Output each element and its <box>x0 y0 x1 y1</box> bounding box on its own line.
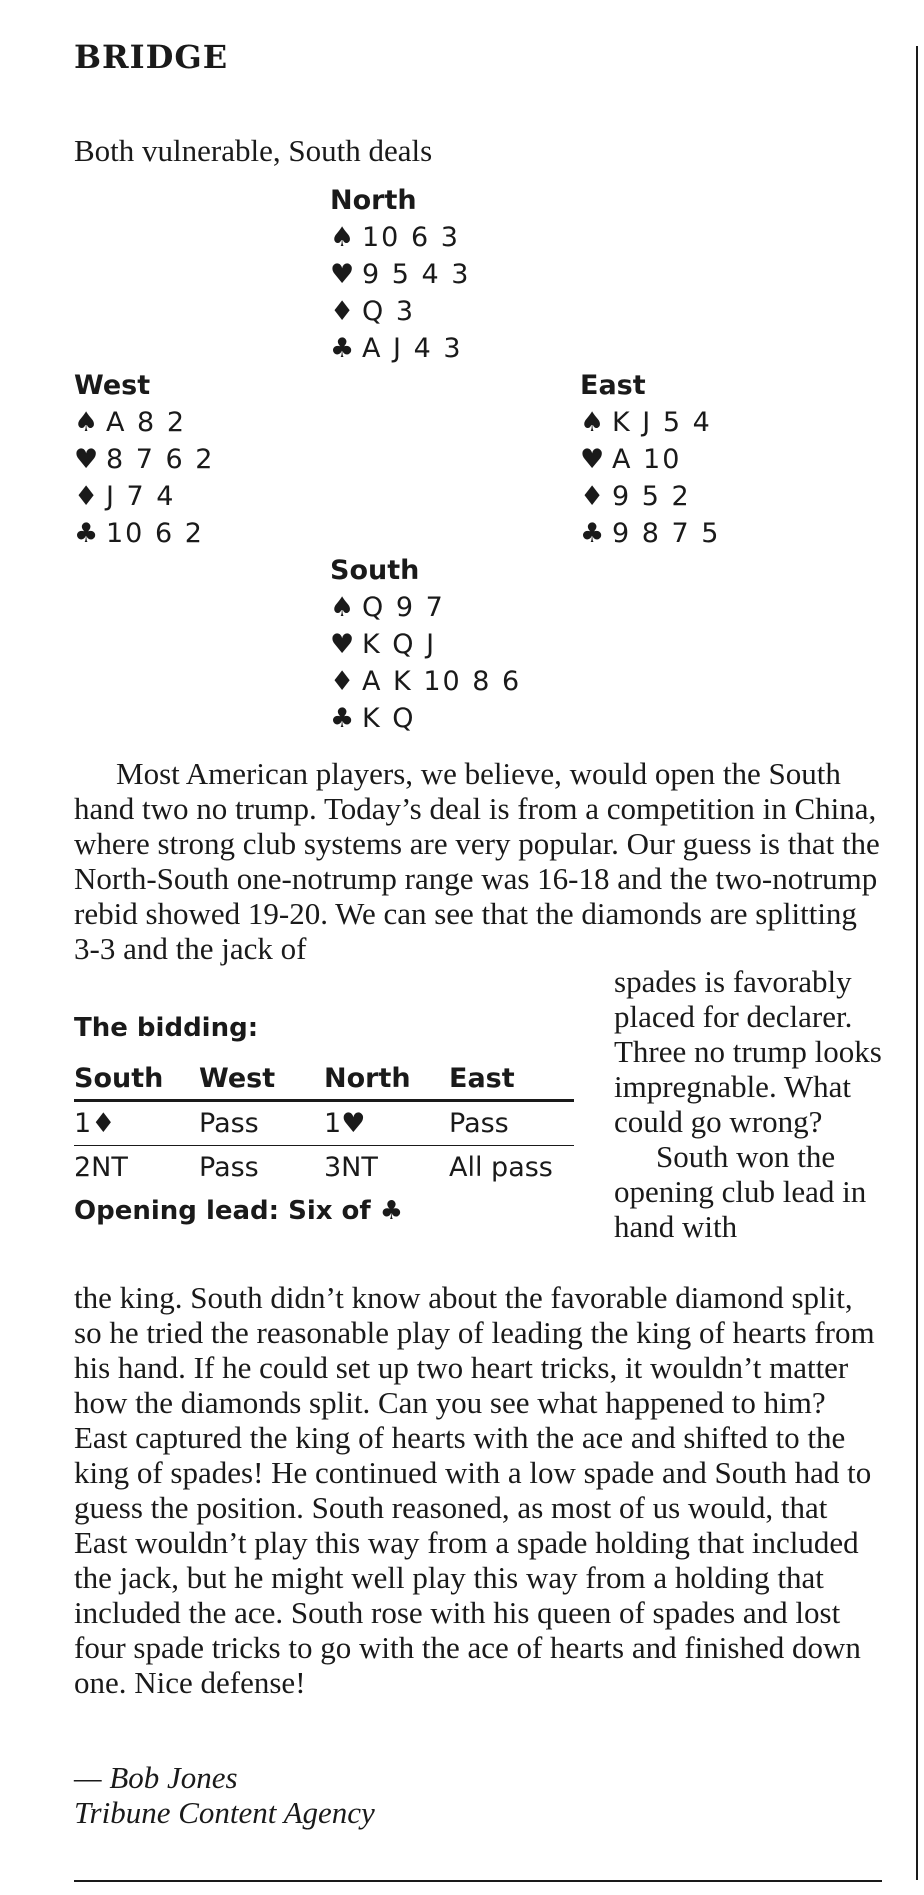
clubs-row <box>580 515 720 552</box>
bottom-rule <box>74 1880 882 1882</box>
heart-icon: ♥ <box>330 629 355 660</box>
spade-cards: A 8 2 <box>106 407 186 438</box>
diamonds-row <box>74 478 214 515</box>
paragraph-text: South won the opening club lead in hand with <box>614 1139 867 1244</box>
hand-name: East <box>580 370 646 401</box>
article-right-column <box>614 964 884 1244</box>
hand-west <box>74 367 214 552</box>
clubs-row <box>74 515 214 552</box>
bidding-header-row <box>74 1057 574 1101</box>
club-icon: ♣ <box>379 1196 404 1226</box>
bid-level: 1 <box>74 1108 92 1139</box>
clubs-row <box>330 700 521 737</box>
heart-cards: 8 7 6 2 <box>106 444 215 475</box>
opening-lead <box>74 1196 403 1226</box>
club-icon: ♣ <box>74 518 99 549</box>
bid-level: 1 <box>324 1108 342 1139</box>
byline-agency: Tribune Content Agency <box>74 1795 375 1830</box>
heart-icon: ♥ <box>580 444 605 475</box>
bid-cell: 2NT <box>74 1152 128 1183</box>
club-icon: ♣ <box>330 333 355 364</box>
spade-cards: Q 9 7 <box>362 592 445 623</box>
bid-cell: 3NT <box>324 1152 378 1183</box>
bidding-heading: The bidding: <box>74 1013 259 1043</box>
column-header: South <box>74 1057 199 1101</box>
heart-cards: A 10 <box>612 444 682 475</box>
diamond-icon: ♦ <box>330 296 355 327</box>
heart-cards: 9 5 4 3 <box>362 259 471 290</box>
diamond-icon: ♦ <box>91 1108 116 1139</box>
spade-cards: 10 6 3 <box>362 222 460 253</box>
club-cards: 10 6 2 <box>106 518 204 549</box>
club-icon: ♣ <box>580 518 605 549</box>
bidding-table <box>74 1057 574 1189</box>
bid-cell <box>74 1101 199 1146</box>
hand-name: West <box>74 370 151 401</box>
column-header: North <box>324 1057 449 1101</box>
bidding-row <box>74 1146 574 1190</box>
diamond-icon: ♦ <box>74 481 99 512</box>
page-title: BRIDGE <box>74 38 229 76</box>
diamond-cards: Q 3 <box>362 296 416 327</box>
diamond-cards: 9 5 2 <box>612 481 691 512</box>
diamonds-row <box>580 478 720 515</box>
club-cards: K Q <box>362 703 416 734</box>
spades-row <box>330 589 521 626</box>
club-icon: ♣ <box>330 703 355 734</box>
spades-row <box>74 404 214 441</box>
hand-east <box>580 367 720 552</box>
diamond-cards: A K 10 8 6 <box>362 666 522 697</box>
bid-cell <box>324 1101 449 1146</box>
bid-cell: Pass <box>199 1101 324 1146</box>
spade-icon: ♠ <box>330 222 355 253</box>
diamond-cards: J 7 4 <box>106 481 176 512</box>
heart-icon: ♥ <box>330 259 355 290</box>
bidding-row <box>74 1101 574 1146</box>
diamonds-row <box>330 663 521 700</box>
byline <box>74 1760 375 1830</box>
spade-icon: ♠ <box>330 592 355 623</box>
bid-cell: Pass <box>449 1101 574 1146</box>
article-paragraph-2: the king. South didn’t know about the favorable diamond split, so he tried the reasonable play of leading the king of hearts from his hand. If he could set up two heart tricks, it wouldn’t matter how the diamonds split. Can you see what happened to him? East captured the king of hearts with the ace and shifted to the king of spades! He continued with a low spade and South had to guess the position. South reasoned, as most of us would, that East wouldn’t play this way from a spade holding that included the jack, but he might well play this way from a holding that included the ace. South rose with his queen of spades and lost four spade tricks to go with the ace of hearts and finished down one. Nice defense! <box>74 1280 875 1700</box>
paragraph-text: Most American players, we believe, would open the South hand two no trump. Today’s deal is from a competition in China, where strong club systems are very popular. Our guess is that the North-South one-notrump range was 16-18 and the two-notrump rebid showed 19-20. We can see that the diamonds are splitting 3-3 and the jack of <box>74 756 880 966</box>
bid-cell: Pass <box>199 1152 259 1183</box>
column-header: East <box>449 1057 574 1101</box>
spade-icon: ♠ <box>580 407 605 438</box>
hearts-row <box>330 256 470 293</box>
opening-lead-text: Opening lead: Six of <box>74 1196 371 1226</box>
clubs-row <box>330 330 470 367</box>
heart-icon: ♥ <box>74 444 99 475</box>
article-paragraph-1 <box>74 756 882 966</box>
vulnerability-line: Both vulnerable, South deals <box>74 133 433 168</box>
hearts-row <box>580 441 720 478</box>
column-divider <box>916 46 918 1880</box>
club-cards: 9 8 7 5 <box>612 518 721 549</box>
diamond-icon: ♦ <box>580 481 605 512</box>
hearts-row <box>330 626 521 663</box>
spades-row <box>580 404 720 441</box>
bid-cell: All pass <box>449 1152 553 1183</box>
diamonds-row <box>330 293 470 330</box>
hand-north <box>330 182 470 367</box>
club-cards: A J 4 3 <box>362 333 463 364</box>
column-header: West <box>199 1057 324 1101</box>
spade-cards: K J 5 4 <box>612 407 712 438</box>
heart-cards: K Q J <box>362 629 437 660</box>
diamond-icon: ♦ <box>330 666 355 697</box>
heart-icon: ♥ <box>341 1108 366 1139</box>
spades-row <box>330 219 470 256</box>
paragraph-text: spades is favorably placed for declarer. Three no trump looks impregnable. What could go wrong? <box>614 964 882 1139</box>
byline-author: — Bob Jones <box>74 1760 238 1795</box>
hand-name: South <box>330 555 420 586</box>
hearts-row <box>74 441 214 478</box>
spade-icon: ♠ <box>74 407 99 438</box>
hand-name: North <box>330 185 417 216</box>
hand-south <box>330 552 521 737</box>
